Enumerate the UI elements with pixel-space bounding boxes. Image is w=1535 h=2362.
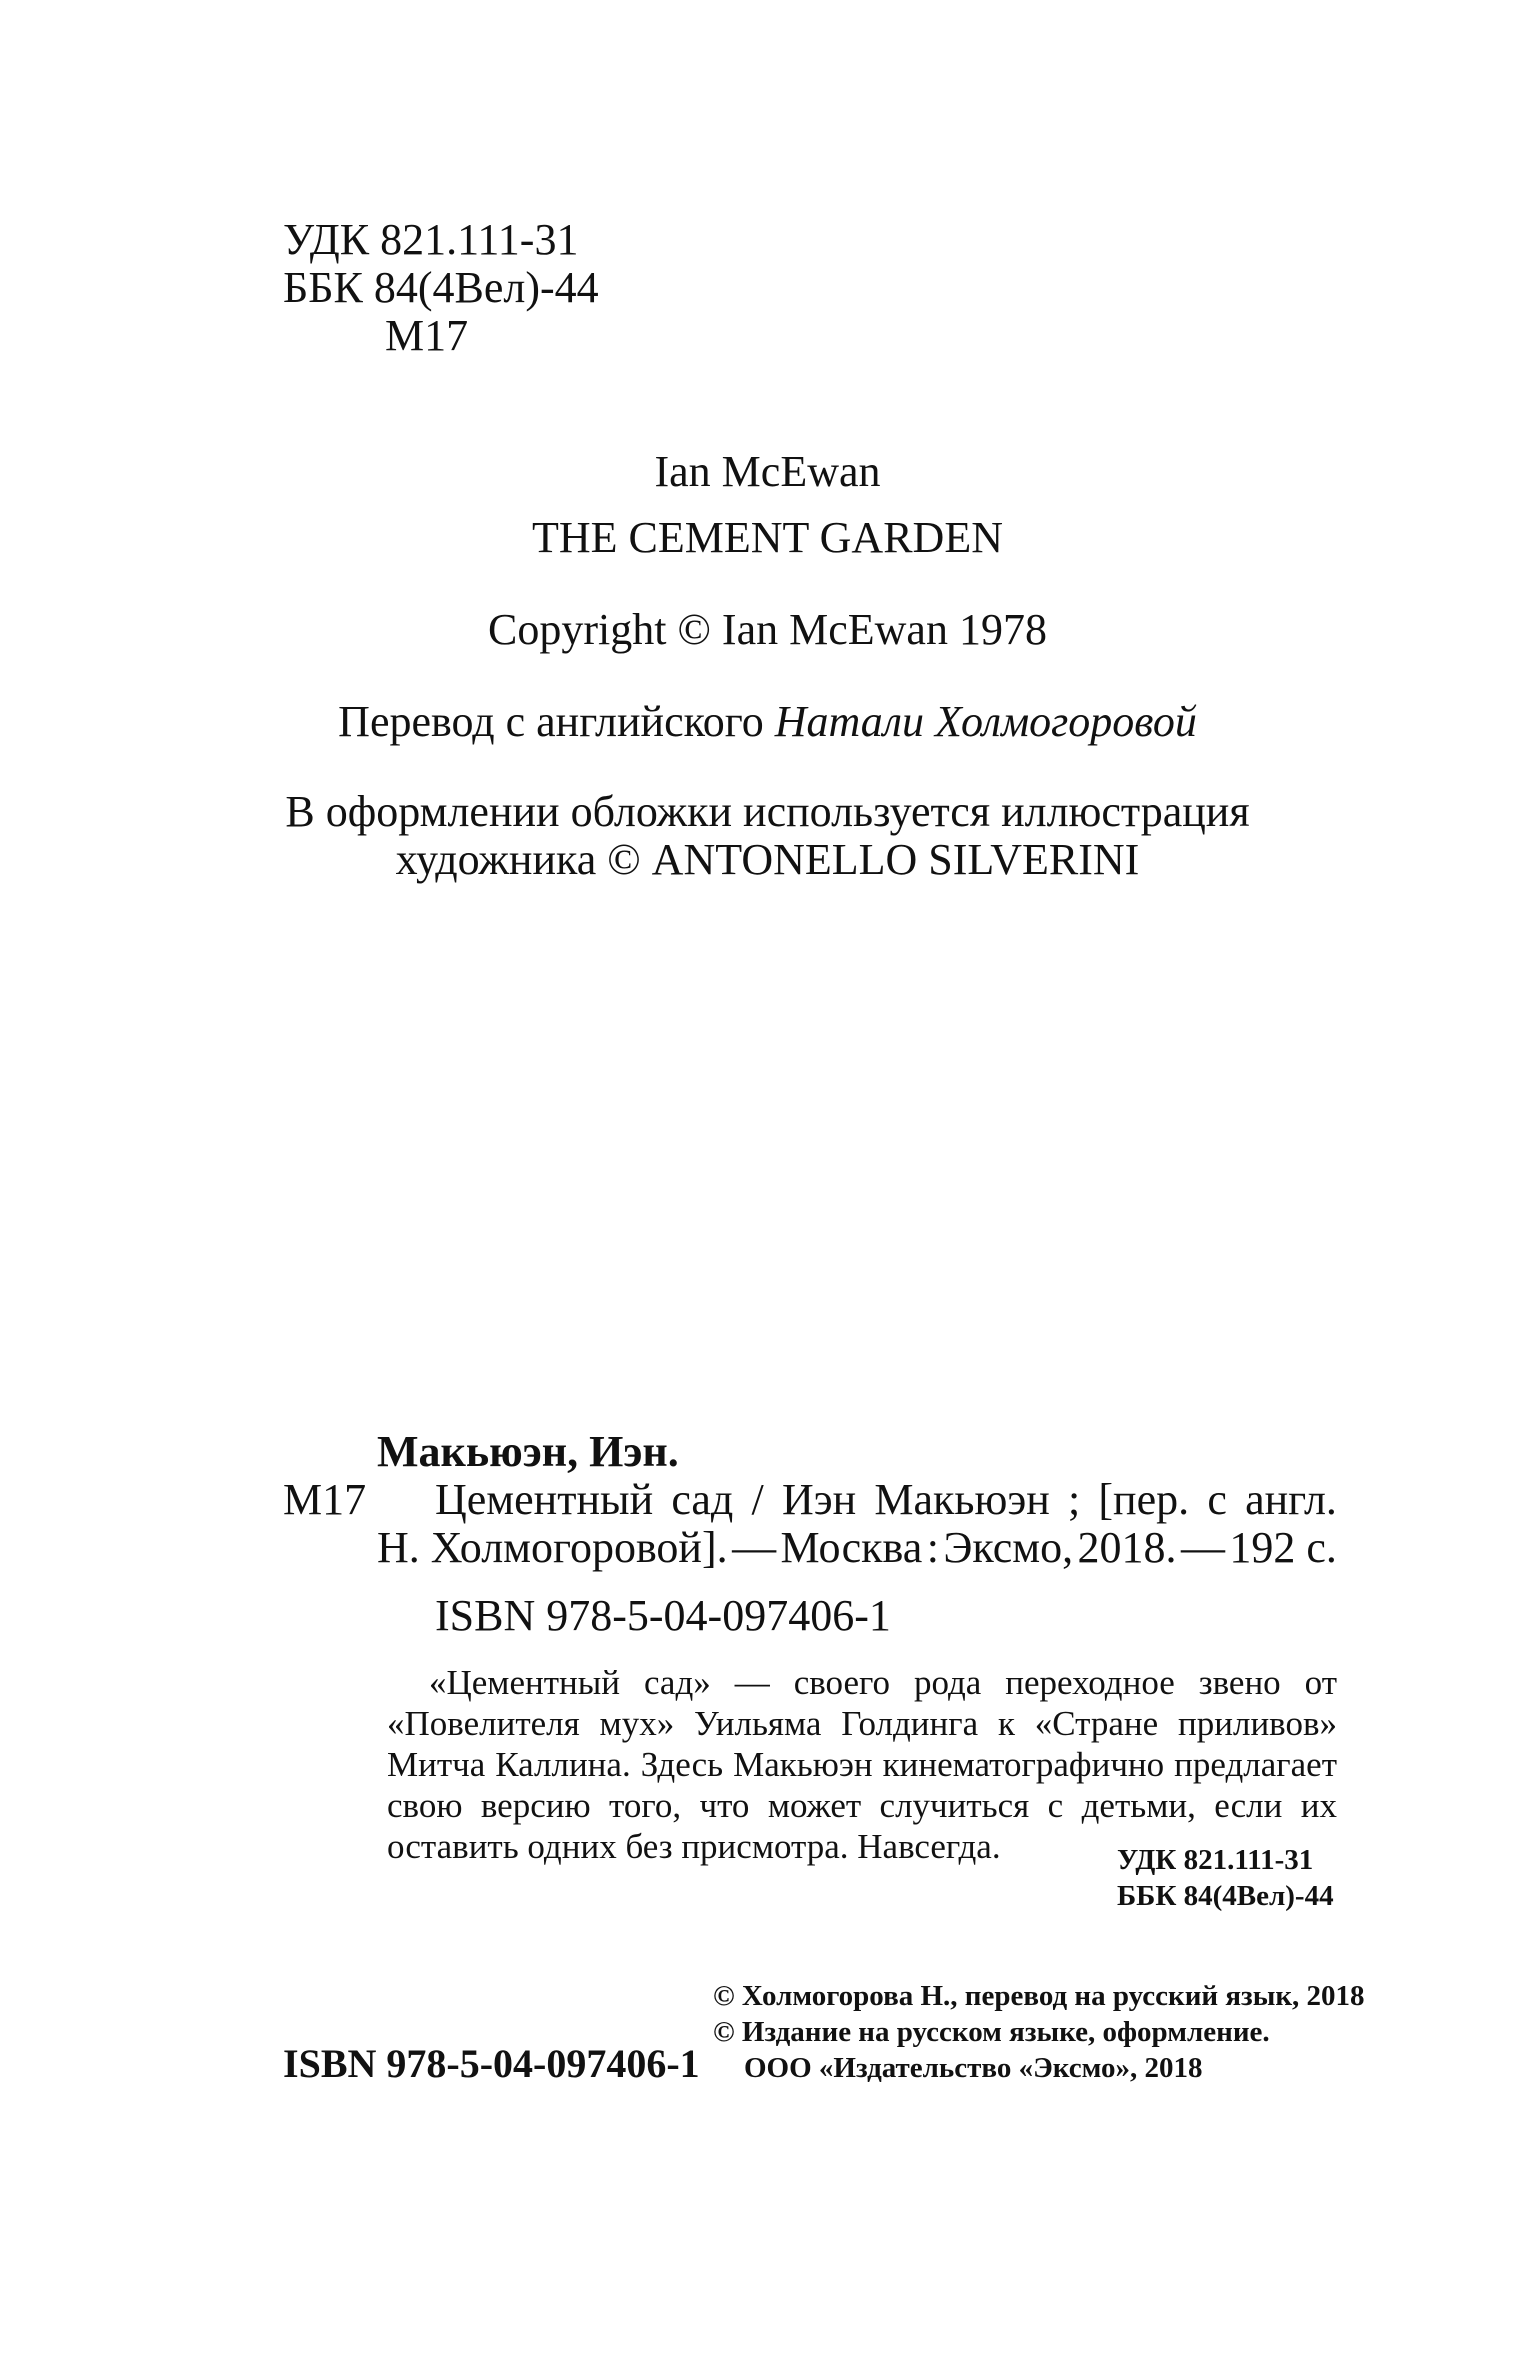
original-title: THE CEMENT GARDEN xyxy=(532,513,1003,562)
cover-credit-line1: В оформлении обложки используется иллюстрация xyxy=(285,787,1250,836)
catalog-word: / xyxy=(751,1475,764,1524)
udk-code: УДК 821.111-31 xyxy=(283,215,579,264)
catalog-line-1 xyxy=(435,1475,1337,1524)
translation-credit xyxy=(0,697,1535,746)
footer-isbn: ISBN 978-5-04-097406-1 xyxy=(283,2041,700,2086)
rights-translation: © Холмогорова Н., перевод на русский язык, 2018 xyxy=(713,1980,1365,2012)
author-sign: М17 xyxy=(385,311,469,360)
rights-edition: © Издание на русском языке, оформление. xyxy=(713,2016,1270,2048)
catalog-word: англ. xyxy=(1245,1475,1337,1524)
bbk-code: ББК 84(4Вел)-44 xyxy=(283,263,599,312)
footer-udk: УДК 821.111-31 xyxy=(1117,1844,1314,1876)
catalog-line-2 xyxy=(377,1523,1337,1572)
catalog-word: — xyxy=(732,1523,777,1572)
translation-prefix: Перевод с английского xyxy=(338,697,764,746)
catalog-word: 2018. xyxy=(1077,1523,1177,1572)
catalog-word: : xyxy=(926,1523,939,1572)
catalog-word: 192 с. xyxy=(1229,1523,1337,1572)
catalog-word: Москва xyxy=(780,1523,923,1572)
catalog-heading: Макьюэн, Иэн. xyxy=(377,1427,679,1476)
catalog-word: — xyxy=(1180,1523,1225,1572)
translator-name: Натали Холмогоровой xyxy=(774,697,1197,746)
original-author: Ian McEwan xyxy=(654,447,881,496)
catalog-word: Н. Холмогоровой]. xyxy=(377,1523,728,1572)
catalog-word: Макьюэн xyxy=(874,1475,1050,1524)
rights-publisher: ООО «Издательство «Эксмо», 2018 xyxy=(744,2052,1203,2084)
catalog-word: ; xyxy=(1067,1475,1081,1524)
catalog-word: Иэн xyxy=(781,1475,857,1524)
catalog-isbn: ISBN 978-5-04-097406-1 xyxy=(435,1591,891,1640)
cover-credit-line2: художника © ANTONELLO SILVERINI xyxy=(395,835,1140,884)
footer-bbk: ББК 84(4Вел)-44 xyxy=(1117,1880,1334,1912)
annotation xyxy=(387,1662,1337,1867)
catalog-word: сад xyxy=(671,1475,734,1524)
annotation-text: «Цементный сад» — своего рода переходное звено от «Повелителя мух» Уильяма Голдинга к «Стране приливов» Митча Каллина. Здесь Макьюэн кинематографично предлагает свою версию того, что может случиться с детьми, если их оставить одних без присмотра. Навсегда. xyxy=(387,1663,1337,1866)
catalog-sign: М17 xyxy=(283,1475,367,1524)
catalog-word: [пер. xyxy=(1098,1475,1190,1524)
original-copyright: Copyright © Ian McEwan 1978 xyxy=(488,605,1047,654)
catalog-word: Цементный xyxy=(435,1475,654,1524)
catalog-word: Эксмо, xyxy=(943,1523,1074,1572)
catalog-word: с xyxy=(1207,1475,1227,1524)
